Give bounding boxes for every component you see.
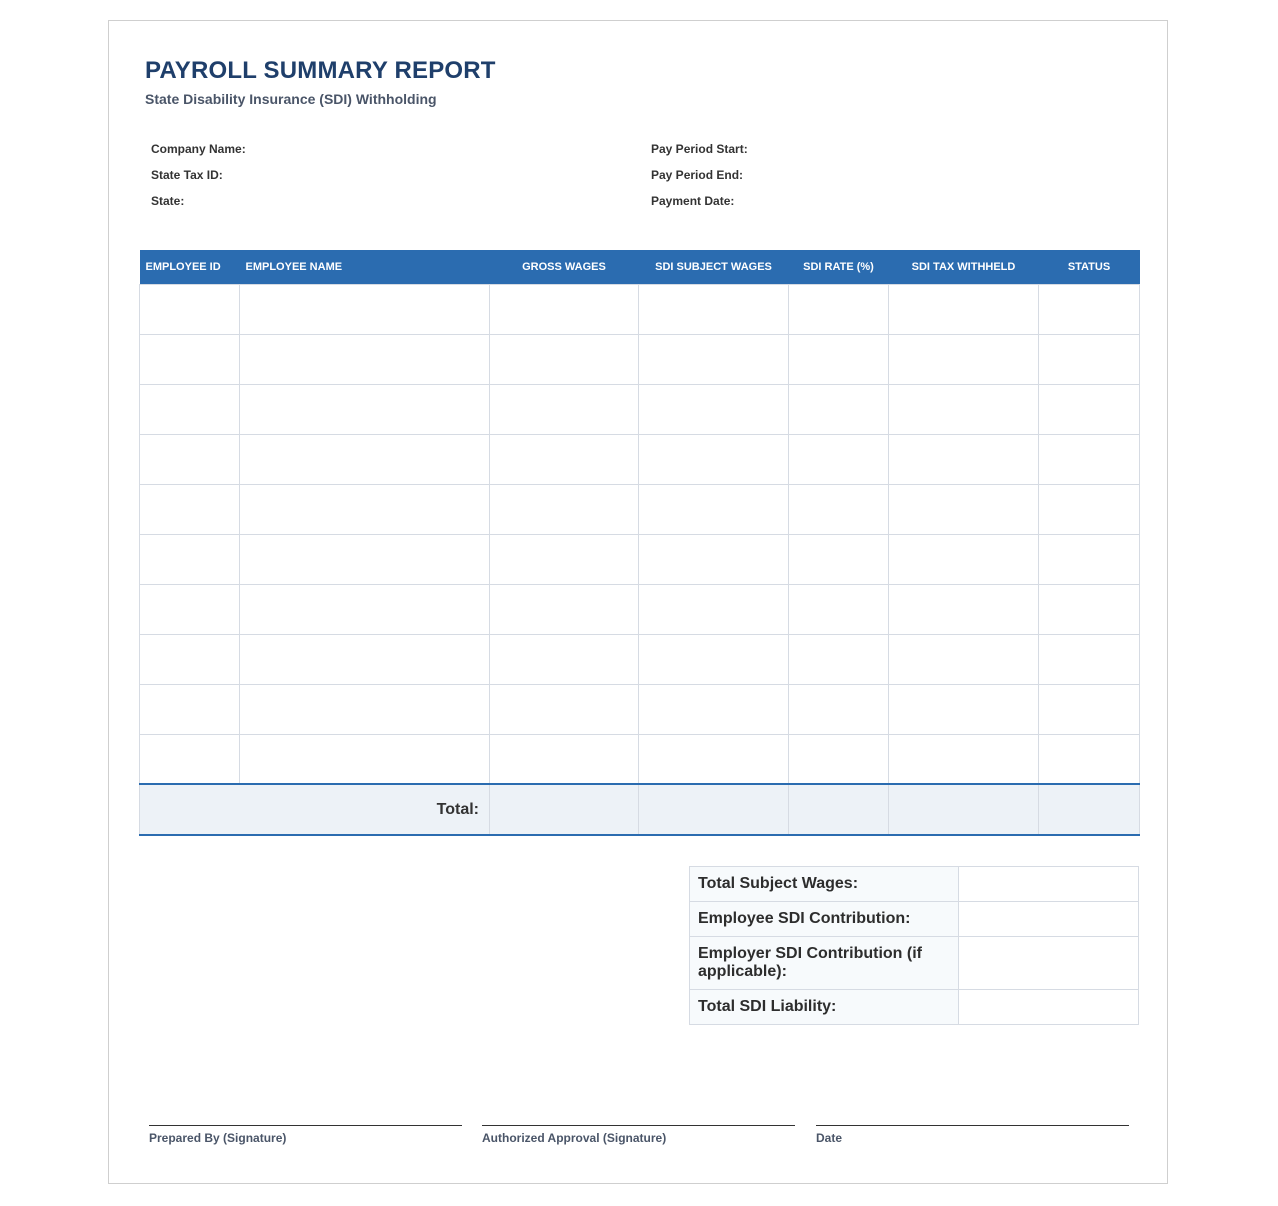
- employee-name-cell[interactable]: [240, 534, 490, 584]
- total-row: [140, 784, 1140, 835]
- summary-row: [690, 990, 1139, 1025]
- sdi-subject-wages-cell[interactable]: [639, 284, 789, 334]
- gross-wages-cell[interactable]: [490, 734, 639, 784]
- payment-date-label: Payment Date:: [651, 194, 735, 208]
- authorized-approval-signature-line[interactable]: Authorized Approval (Signature): [482, 1125, 795, 1145]
- sdi-subject-wages-cell[interactable]: [639, 634, 789, 684]
- total-subject-wages-label: Total Subject Wages:: [690, 867, 959, 902]
- employee-id-cell[interactable]: [140, 434, 240, 484]
- status-cell[interactable]: [1039, 684, 1140, 734]
- table-row: [140, 684, 1140, 734]
- status-cell[interactable]: [1039, 434, 1140, 484]
- gross-wages-cell[interactable]: [490, 334, 639, 384]
- employee-name-cell[interactable]: [240, 634, 490, 684]
- pay-period-start-label: Pay Period Start:: [651, 142, 748, 156]
- employee-id-cell[interactable]: [140, 684, 240, 734]
- sdi-rate-cell[interactable]: [789, 584, 889, 634]
- table-row: [140, 634, 1140, 684]
- sdi-rate-cell[interactable]: [789, 634, 889, 684]
- state-tax-id-label: State Tax ID:: [151, 168, 223, 182]
- table-row: [140, 434, 1140, 484]
- table-row: [140, 734, 1140, 784]
- total-status-cell[interactable]: [1039, 784, 1140, 835]
- employee-id-cell[interactable]: [140, 734, 240, 784]
- total-gross-wages-cell[interactable]: [490, 784, 639, 835]
- sdi-subject-wages-cell[interactable]: [639, 484, 789, 534]
- total-sdi-liability-value[interactable]: [959, 990, 1139, 1025]
- employee-name-cell[interactable]: [240, 684, 490, 734]
- gross-wages-cell[interactable]: [490, 534, 639, 584]
- page-title: PAYROLL SUMMARY REPORT: [145, 57, 496, 84]
- sdi-rate-cell[interactable]: [789, 284, 889, 334]
- column-header-status: STATUS: [1039, 250, 1140, 284]
- summary-row: [690, 902, 1139, 937]
- sdi-tax-withheld-cell[interactable]: [889, 534, 1039, 584]
- employee-name-cell[interactable]: [240, 334, 490, 384]
- status-cell[interactable]: [1039, 284, 1140, 334]
- payroll-table: [139, 250, 1140, 836]
- sdi-tax-withheld-cell[interactable]: [889, 584, 1039, 634]
- sdi-tax-withheld-cell[interactable]: [889, 684, 1039, 734]
- total-sdi-liability-label: Total SDI Liability:: [690, 990, 959, 1025]
- status-cell[interactable]: [1039, 484, 1140, 534]
- table-header-row: [140, 250, 1140, 284]
- total-subject-wages-value[interactable]: [959, 867, 1139, 902]
- sdi-subject-wages-cell[interactable]: [639, 434, 789, 484]
- table-row: [140, 534, 1140, 584]
- sdi-rate-cell[interactable]: [789, 684, 889, 734]
- sdi-tax-withheld-cell[interactable]: [889, 734, 1039, 784]
- column-header-sdi-subject-wages: SDI SUBJECT WAGES: [639, 250, 789, 284]
- sdi-subject-wages-cell[interactable]: [639, 384, 789, 434]
- employee-name-cell[interactable]: [240, 384, 490, 434]
- page-subtitle: State Disability Insurance (SDI) Withholding: [145, 91, 437, 107]
- employee-name-cell[interactable]: [240, 434, 490, 484]
- employer-sdi-contribution-value[interactable]: [959, 937, 1139, 990]
- table-row: [140, 584, 1140, 634]
- employee-name-cell[interactable]: [240, 284, 490, 334]
- sdi-rate-cell[interactable]: [789, 734, 889, 784]
- status-cell[interactable]: [1039, 634, 1140, 684]
- sdi-rate-cell[interactable]: [789, 484, 889, 534]
- sdi-rate-cell[interactable]: [789, 534, 889, 584]
- total-label: Total:: [140, 784, 490, 835]
- sdi-subject-wages-cell[interactable]: [639, 584, 789, 634]
- date-signature-line[interactable]: Date: [816, 1125, 1129, 1145]
- gross-wages-cell[interactable]: [490, 684, 639, 734]
- total-sdi-tax-withheld-cell[interactable]: [889, 784, 1039, 835]
- employer-sdi-contribution-label: Employer SDI Contribution (if applicable):: [690, 937, 959, 990]
- employee-id-cell[interactable]: [140, 384, 240, 434]
- status-cell[interactable]: [1039, 334, 1140, 384]
- table-row: [140, 334, 1140, 384]
- column-header-employee-name: EMPLOYEE NAME: [240, 250, 490, 284]
- gross-wages-cell[interactable]: [490, 384, 639, 434]
- employee-sdi-contribution-label: Employee SDI Contribution:: [690, 902, 959, 937]
- report-page: [108, 20, 1168, 1184]
- column-header-sdi-tax-withheld: SDI TAX WITHHELD: [889, 250, 1039, 284]
- column-header-gross-wages: GROSS WAGES: [490, 250, 639, 284]
- total-sdi-subject-wages-cell[interactable]: [639, 784, 789, 835]
- company-name-label: Company Name:: [151, 142, 246, 156]
- sdi-rate-cell[interactable]: [789, 434, 889, 484]
- table-row: [140, 384, 1140, 434]
- sdi-rate-cell[interactable]: [789, 334, 889, 384]
- gross-wages-cell[interactable]: [490, 484, 639, 534]
- employee-sdi-contribution-value[interactable]: [959, 902, 1139, 937]
- gross-wages-cell[interactable]: [490, 584, 639, 634]
- sdi-subject-wages-cell[interactable]: [639, 734, 789, 784]
- sdi-tax-withheld-cell[interactable]: [889, 334, 1039, 384]
- employee-id-cell[interactable]: [140, 634, 240, 684]
- sdi-tax-withheld-cell[interactable]: [889, 634, 1039, 684]
- table-body: [140, 284, 1140, 835]
- employee-id-cell[interactable]: [140, 334, 240, 384]
- status-cell[interactable]: [1039, 734, 1140, 784]
- status-cell[interactable]: [1039, 584, 1140, 634]
- sdi-tax-withheld-cell[interactable]: [889, 434, 1039, 484]
- sdi-tax-withheld-cell[interactable]: [889, 284, 1039, 334]
- sdi-subject-wages-cell[interactable]: [639, 534, 789, 584]
- gross-wages-cell[interactable]: [490, 284, 639, 334]
- company-info: [151, 141, 246, 219]
- employee-id-cell[interactable]: [140, 584, 240, 634]
- employee-id-cell[interactable]: [140, 284, 240, 334]
- sdi-rate-cell[interactable]: [789, 384, 889, 434]
- column-header-sdi-rate: SDI RATE (%): [789, 250, 889, 284]
- column-header-employee-id: EMPLOYEE ID: [140, 250, 240, 284]
- pay-period-end-label: Pay Period End:: [651, 168, 744, 182]
- sdi-subject-wages-cell[interactable]: [639, 334, 789, 384]
- employee-name-cell[interactable]: [240, 484, 490, 534]
- status-cell[interactable]: [1039, 384, 1140, 434]
- pay-period-info: [651, 141, 748, 219]
- gross-wages-cell[interactable]: [490, 434, 639, 484]
- employee-id-cell[interactable]: [140, 484, 240, 534]
- sdi-summary-table: [689, 866, 1139, 1025]
- summary-row: [690, 867, 1139, 902]
- state-label: State:: [151, 194, 185, 208]
- sdi-subject-wages-cell[interactable]: [639, 684, 789, 734]
- employee-id-cell[interactable]: [140, 534, 240, 584]
- status-cell[interactable]: [1039, 534, 1140, 584]
- table-row: [140, 284, 1140, 334]
- employee-name-cell[interactable]: [240, 734, 490, 784]
- gross-wages-cell[interactable]: [490, 634, 639, 684]
- total-sdi-rate-cell[interactable]: [789, 784, 889, 835]
- table-row: [140, 484, 1140, 534]
- prepared-by-signature-line[interactable]: Prepared By (Signature): [149, 1125, 462, 1145]
- employee-name-cell[interactable]: [240, 584, 490, 634]
- summary-row: [690, 937, 1139, 990]
- sdi-tax-withheld-cell[interactable]: [889, 384, 1039, 434]
- sdi-tax-withheld-cell[interactable]: [889, 484, 1039, 534]
